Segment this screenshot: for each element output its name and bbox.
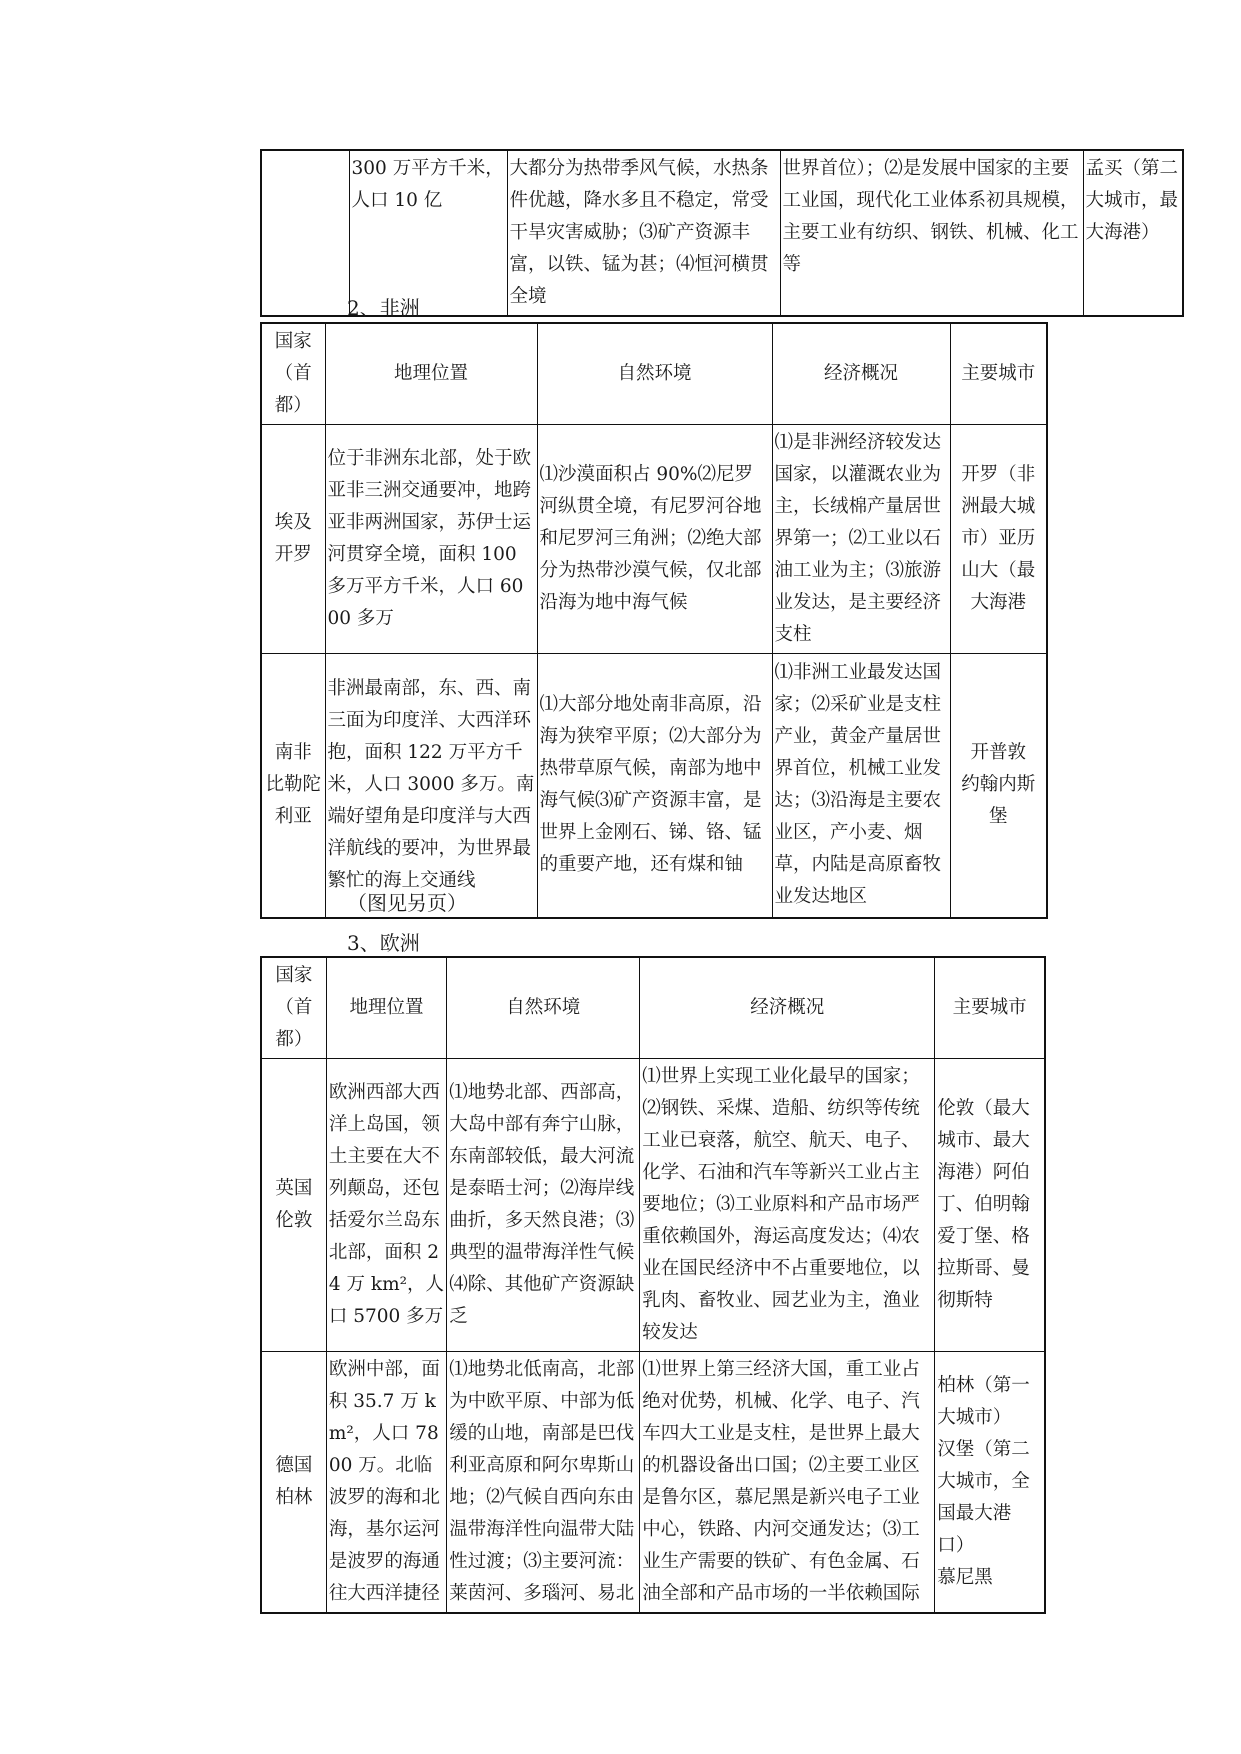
header-environment: 自然环境: [537, 323, 772, 425]
cities-cell: 孟买（第二大城市，最大海港）: [1083, 150, 1183, 316]
table-row: [261, 150, 1183, 316]
country-name: 南非: [274, 742, 312, 764]
capital-name: 比勒陀利亚: [265, 774, 321, 828]
environment-cell: ⑴沙漠面积占 90%⑵尼罗河纵贯全境，有尼罗河谷地和尼罗河三角洲；⑵绝大部分为热带沙漠气候，仅北部沿海为地中海气候: [537, 425, 772, 654]
economy-cell: ⑴世界上第三经济大国，重工业占绝对优势，机械、化学、电子、汽车四大工业是支柱，是世界上最大的机器设备出口国；⑵主要工业区是鲁尔区，慕尼黑是新兴电子工业中心，铁路、内河交通发达；⑶工业生产需要的铁矿、有色金属、石油全部和产品市场的一半依赖国际: [640, 1352, 935, 1614]
table-row: [261, 1059, 1045, 1352]
country-name: 英国: [275, 1178, 313, 1199]
location-cell: 欧洲中部，面积 35.7 万 km²，人口 7800 万。北临波罗的海和北海，基尔运河是波罗的海通往大西洋捷径: [326, 1352, 446, 1614]
country-cell: [261, 1059, 326, 1352]
economy-cell: ⑴非洲工业最发达国家；⑵采矿业是支柱产业，黄金产量居世界首位，机械工业发达；⑶沿海是主要农业区，产小麦、烟草，内陆是高原畜牧业发达地区: [772, 654, 950, 918]
header-location: 地理位置: [326, 957, 446, 1059]
economy-cell: 世界首位）；⑵是发展中国家的主要工业国，现代化工业体系初具规模，主要工业有纺织、钢铁、机械、化工等: [780, 150, 1083, 316]
cities-cell: 开普敦 约翰内斯堡: [950, 654, 1047, 918]
economy-cell: ⑴世界上实现工业化最早的国家；⑵钢铁、采煤、造船、纺织等传统工业已衰落，航空、航天、电子、化学、石油和汽车等新兴工业占主要地位；⑶工业原料和产品市场严重依赖国外，海运高度发达；⑷农业在国民经济中不占重要地位，以乳肉、畜牧业、园艺业为主，渔业较发达: [640, 1059, 935, 1352]
table-row: [261, 425, 1047, 654]
country-cell: [261, 150, 349, 316]
country-cell: [261, 1352, 326, 1614]
header-economy: 经济概况: [772, 323, 950, 425]
header-country: 国家（首都）: [261, 957, 326, 1059]
capital-name: 伦敦: [275, 1210, 313, 1231]
cities-cell: 开罗（非洲最大城市）亚历山大（最大海港: [950, 425, 1047, 654]
country-name: 德国: [275, 1455, 313, 1476]
header-location: 地理位置: [325, 323, 537, 425]
table-header-row: [261, 323, 1047, 425]
capital-name: 开罗: [274, 544, 312, 565]
environment-cell: 大都分为热带季风气候，水热条件优越，降水多且不稳定，常受干旱灾害威胁；⑶矿产资源丰富，以铁、锰为甚；⑷恒河横贯全境: [507, 150, 780, 316]
location-cell: 位于非洲东北部，处于欧亚非三洲交通要冲，地跨亚非两洲国家，苏伊士运河贯穿全境，面积 100 多万平方千米，人口 6000 多万: [325, 425, 537, 654]
location-cell: 非洲最南部，东、西、南三面为印度洋、大西洋环抱，面积 122 万平方千米，人口 3000 多万。南端好望角是印度洋与大西洋航线的要冲，为世界最繁忙的海上交通线: [325, 654, 537, 918]
country-cell: [261, 425, 325, 654]
table-header-row: [261, 957, 1045, 1059]
table-row: [261, 1352, 1045, 1614]
header-economy: 经济概况: [640, 957, 935, 1059]
header-environment: 自然环境: [447, 957, 640, 1059]
section-heading-africa: 2、非洲: [347, 296, 420, 320]
environment-cell: ⑴大部分地处南非高原，沿海为狭窄平原；⑵大部分为热带草原气候，南部为地中海气候⑶矿产资源丰富，是世界上金刚石、锑、铬、锰的重要产地，还有煤和铀: [537, 654, 772, 918]
environment-cell: ⑴地势北部、西部高，大岛中部有奔宁山脉，东南部较低，最大河流是泰晤士河；⑵海岸线曲折，多天然良港；⑶典型的温带海洋性气候⑷除、其他矿产资源缺乏: [447, 1059, 640, 1352]
environment-cell: ⑴地势北低南高，北部为中欧平原、中部为低缓的山地，南部是巴伐利亚高原和阿尔卑斯山地；⑵气候自西向东由温带海洋性向温带大陆性过渡；⑶主要河流：莱茵河、多瑙河、易北: [447, 1352, 640, 1614]
country-cell: [261, 654, 325, 918]
location-cell: 欧洲西部大西洋上岛国，领土主要在大不列颠岛，还包括爱尔兰岛东北部，面积 24 万 km²，人口 5700 多万: [326, 1059, 446, 1352]
economy-cell: ⑴是非洲经济较发达国家，以灌溉农业为主，长绒棉产量居世界第一；⑵工业以石油工业为主；⑶旅游业发达，是主要经济支柱: [772, 425, 950, 654]
cities-cell: 伦敦（最大城市、最大海港）阿伯丁、伯明翰爱丁堡、格拉斯哥、曼彻斯特: [935, 1059, 1045, 1352]
country-name: 埃及: [274, 512, 312, 533]
header-country: 国家（首都）: [261, 323, 325, 425]
europe-table: [260, 956, 1046, 1614]
asia-table-continued: [260, 149, 1184, 317]
header-cities: 主要城市: [950, 323, 1047, 425]
capital-name: 柏林: [275, 1487, 313, 1508]
table-row: [261, 654, 1047, 918]
section-heading-europe: 3、欧洲: [347, 931, 420, 955]
area-population-cell: 300 万平方千米，人口 10 亿: [349, 150, 507, 316]
cities-cell: 柏林（第一大城市） 汉堡（第二大城市，全国最大港口） 慕尼黑: [935, 1352, 1045, 1614]
africa-table: [260, 322, 1048, 919]
header-cities: 主要城市: [935, 957, 1045, 1059]
figure-note: （图见另页）: [347, 891, 467, 915]
